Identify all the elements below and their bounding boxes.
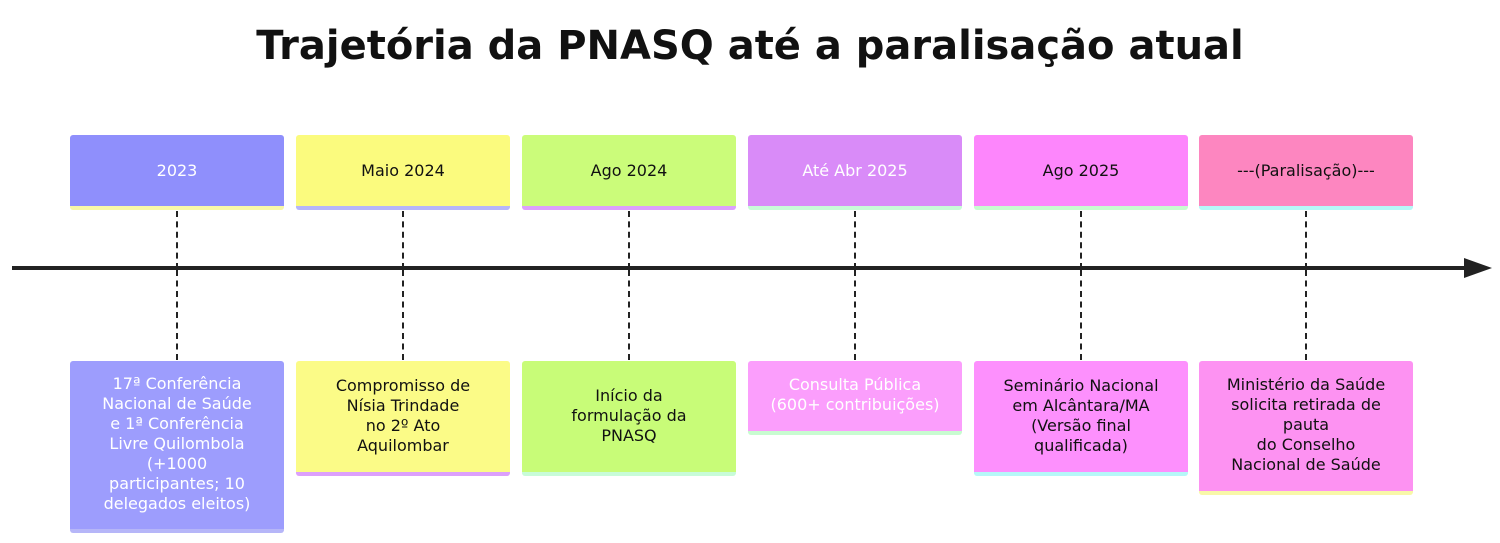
event-box-seminario xyxy=(974,361,1188,476)
period-box-2023 xyxy=(70,135,284,210)
event-text: Consulta Pública (600+ contribuições) xyxy=(770,375,940,414)
connector-top-1 xyxy=(176,211,178,269)
connector-bottom-5 xyxy=(1080,270,1082,360)
period-label: Ago 2025 xyxy=(1042,161,1120,180)
event-box-conferencia xyxy=(70,361,284,533)
connector-bottom-1 xyxy=(176,270,178,360)
period-box-paralisacao xyxy=(1199,135,1413,210)
period-label: ---(Paralisação)--- xyxy=(1237,161,1375,180)
connector-top-4 xyxy=(854,211,856,269)
event-text: 17ª Conferência Nacional de Saúde e 1ª Conferência Livre Quilombola (+1000 participantes; 10 delegados eleitos) xyxy=(102,374,252,513)
event-text: Início da formulação da PNASQ xyxy=(571,385,687,445)
event-box-consulta xyxy=(748,361,962,435)
event-box-compromisso xyxy=(296,361,510,476)
event-text: Seminário Nacional em Alcântara/MA (Versão final qualificada) xyxy=(1003,375,1159,455)
diagram-title: Trajetória da PNASQ até a paralisação atual xyxy=(256,23,1244,69)
period-box-ate-abr-2025 xyxy=(748,135,962,210)
period-box-ago-2025 xyxy=(974,135,1188,210)
event-text: Compromisso de Nísia Trindade no 2º Ato Aquilombar xyxy=(335,375,471,455)
connector-top-5 xyxy=(1080,211,1082,269)
period-label: Ago 2024 xyxy=(590,161,668,180)
connector-top-6 xyxy=(1305,211,1307,269)
connector-bottom-6 xyxy=(1305,270,1307,360)
period-box-ago-2024 xyxy=(522,135,736,210)
event-box-ministerio xyxy=(1199,361,1413,495)
connector-top-3 xyxy=(628,211,630,269)
period-label: Até Abr 2025 xyxy=(802,161,908,180)
event-text: Ministério da Saúde solicita retirada de pauta do Conselho Nacional de Saúde xyxy=(1226,375,1386,474)
period-label: 2023 xyxy=(156,161,198,180)
event-box-formulacao xyxy=(522,361,736,476)
connector-bottom-4 xyxy=(854,270,856,360)
period-box-maio-2024 xyxy=(296,135,510,210)
timeline-arrowhead xyxy=(1464,258,1492,278)
connector-bottom-3 xyxy=(628,270,630,360)
connector-top-2 xyxy=(402,211,404,269)
period-label: Maio 2024 xyxy=(361,161,445,180)
connector-bottom-2 xyxy=(402,270,404,360)
